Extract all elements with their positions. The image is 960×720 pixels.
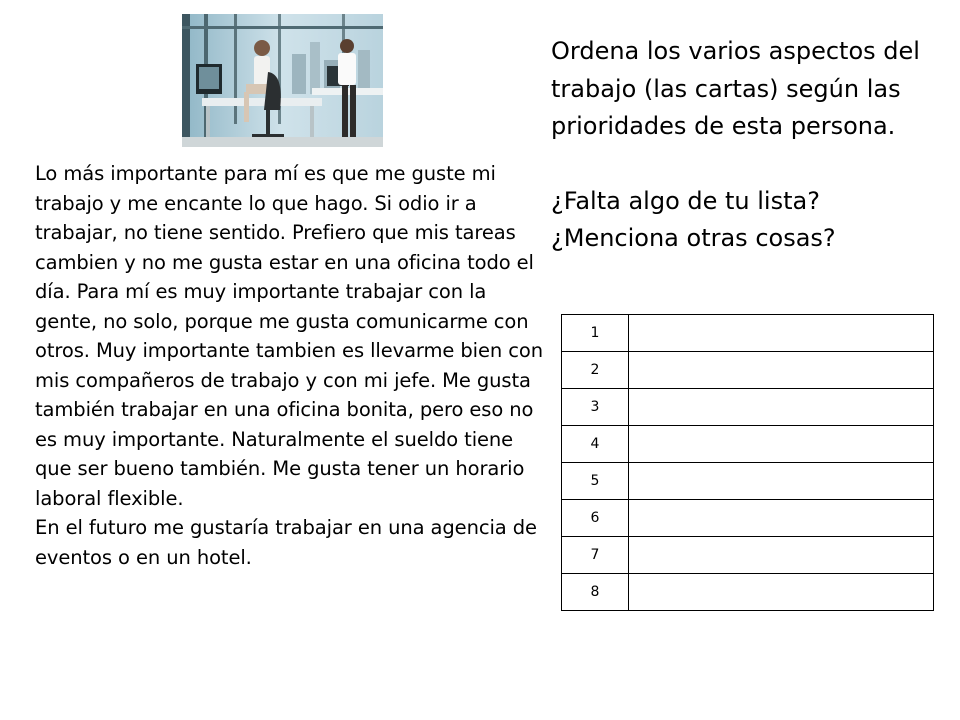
rank-answer-cell[interactable] [629,315,934,352]
rank-answer-cell[interactable] [629,463,934,500]
ranking-row [562,426,934,463]
office-photo [182,14,383,147]
rank-number: 2 [562,352,629,389]
instruction-text: Ordena los varios aspectos del trabajo (las cartas) según las prioridades de esta persona. [551,37,920,140]
rank-number: 8 [562,574,629,611]
rank-number: 3 [562,389,629,426]
ranking-row [562,352,934,389]
rank-answer-cell[interactable] [629,537,934,574]
question-missing: ¿Falta algo de tu lista? [551,186,820,215]
ranking-row [562,463,934,500]
task-instructions [551,33,951,258]
rank-answer-cell[interactable] [629,500,934,537]
ranking-row [562,574,934,611]
persona-paragraph-2: En el futuro me gustaría trabajar en una agencia de eventos o en un hotel. [35,516,537,569]
rank-answer-cell[interactable] [629,426,934,463]
rank-number: 4 [562,426,629,463]
rank-answer-cell[interactable] [629,389,934,426]
ranking-row [562,389,934,426]
ranking-row [562,537,934,574]
persona-paragraph-1: Lo más importante para mí es que me guste mi trabajo y me encante lo que hago. Si odio ir a trabajar, no tiene sentido. Prefiero que mis tareas cambien y no me gusta estar en una oficina todo el día. Para mí es muy importante trabajar con la gente, no solo, porque me gusta comunicarme con otros. Muy importante tambien es llevarme bien con mis compañeros de trabajo y con mi jefe. Me gusta también trabajar en una oficina bonita, pero eso no es muy importante. Naturalmente el sueldo tiene que ser bueno también. Me gusta tener un horario laboral flexible. [35,162,543,510]
instruction-spacer [551,146,951,183]
rank-number: 5 [562,463,629,500]
rank-number: 7 [562,537,629,574]
ranking-row [562,315,934,352]
question-other-things: ¿Menciona otras cosas? [551,224,836,252]
rank-number: 6 [562,500,629,537]
ranking-row [562,500,934,537]
persona-description [35,159,545,572]
rank-answer-cell[interactable] [629,574,934,611]
ranking-table [561,314,934,611]
rank-number: 1 [562,315,629,352]
rank-answer-cell[interactable] [629,352,934,389]
